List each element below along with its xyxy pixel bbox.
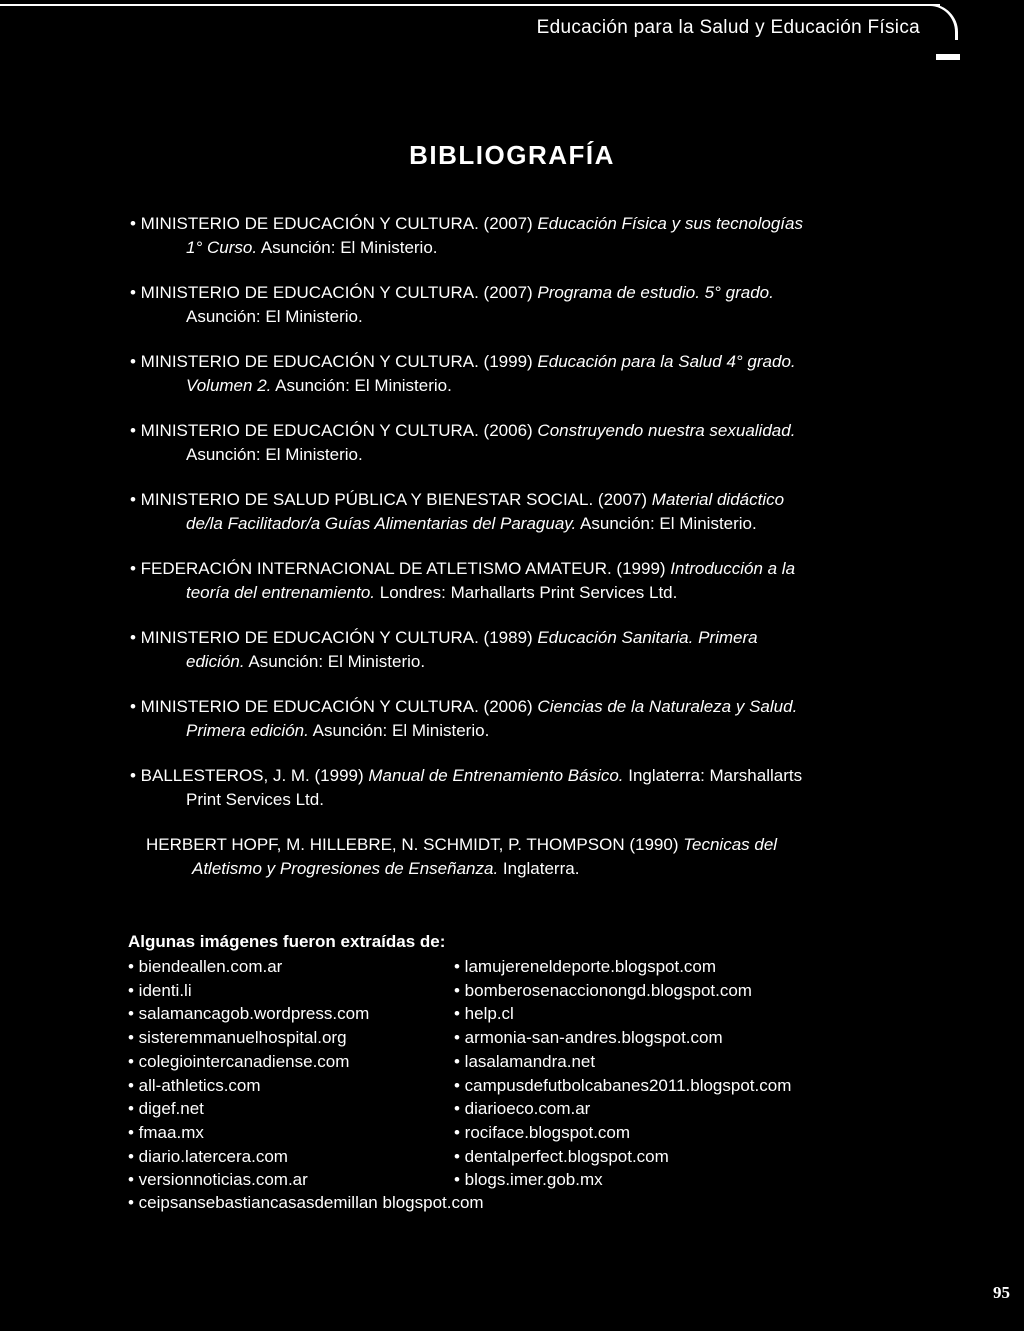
- list-item: • all-athletics.com: [128, 1075, 261, 1095]
- bibliography-entry: • MINISTERIO DE EDUCACIÓN Y CULTURA. (1999) Educación para la Salud 4° grado. Volumen 2. Asunción: El Ministerio.: [130, 352, 796, 395]
- image-sources-right: [454, 955, 934, 1192]
- list-item: • diario.latercera.com: [128, 1146, 288, 1166]
- list-item: • dentalperfect.blogspot.com: [454, 1146, 669, 1166]
- list-item: • armonia-san-andres.blogspot.com: [454, 1028, 723, 1048]
- running-header: Educación para la Salud y Educación Física: [536, 17, 920, 38]
- bibliography-entry: • MINISTERIO DE EDUCACIÓN Y CULTURA. (2006) Ciencias de la Naturaleza y Salud. Primera edición. Asunción: El Ministerio.: [130, 697, 798, 740]
- list-item: • rociface.blogspot.com: [454, 1122, 631, 1142]
- list-item: • campusdefutbolcabanes2011.blogspot.com: [454, 1075, 792, 1095]
- page-number: 95: [993, 1283, 1010, 1302]
- bibliography-entry: • MINISTERIO DE EDUCACIÓN Y CULTURA. (1989) Educación Sanitaria. Primera edición. Asunción: El Ministerio.: [130, 628, 758, 671]
- bibliography-entry: • MINISTERIO DE EDUCACIÓN Y CULTURA. (2007) Programa de estudio. 5° grado. Asunción: El Ministerio.: [130, 283, 774, 326]
- corner-decoration: [928, 4, 958, 40]
- header-rule: [0, 4, 940, 6]
- list-item: • lamujereneldeporte.blogspot.com: [454, 957, 717, 976]
- bibliography-entry: • MINISTERIO DE EDUCACIÓN Y CULTURA. (2006) Construyendo nuestra sexualidad. Asunción: El Ministerio.: [130, 421, 796, 464]
- list-item: • salamancagob.wordpress.com: [128, 1004, 370, 1024]
- list-item: • bomberosenaccionongd.blogspot.com: [454, 980, 752, 1000]
- list-item: • ceipsansebastiancasasdemillan blogspot.com: [128, 1193, 484, 1212]
- list-item: • identi.li: [128, 980, 192, 1000]
- page-title: BIBLIOGRAFÍA: [409, 140, 615, 170]
- bibliography-entry: • FEDERACIÓN INTERNACIONAL DE ATLETISMO AMATEUR. (1999) Introducción a la teoría del entrenamiento. Londres: Marhallarts Print Services Ltd.: [130, 559, 796, 602]
- list-item: • versionnoticias.com.ar: [128, 1170, 308, 1190]
- list-item: • sisteremmanuelhospital.org: [128, 1028, 347, 1048]
- list-item: • diarioeco.com.ar: [454, 1099, 591, 1119]
- corner-bar: [936, 54, 960, 60]
- list-item: • fmaa.mx: [128, 1122, 204, 1142]
- list-item: • lasalamandra.net: [454, 1051, 596, 1071]
- image-sources-title: Algunas imágenes fueron extraídas de:: [128, 932, 446, 951]
- list-item: • biendeallen.com.ar: [128, 957, 283, 976]
- image-sources-left: [128, 955, 448, 1192]
- bibliography-entry: HERBERT HOPF, M. HILLEBRE, N. SCHMIDT, P. THOMPSON (1990) Tecnicas del Atletismo y Progresiones de Enseñanza. Inglaterra.: [146, 835, 778, 878]
- list-item: • colegiointercanadiense.com: [128, 1051, 350, 1071]
- list-item: • digef.net: [128, 1099, 204, 1119]
- bibliography-list: [130, 212, 930, 902]
- bibliography-entry: • MINISTERIO DE EDUCACIÓN Y CULTURA. (2007) Educación Física y sus tecnologías 1° Curso. Asunción: El Ministerio.: [130, 214, 803, 257]
- bibliography-entry: • MINISTERIO DE SALUD PÚBLICA Y BIENESTAR SOCIAL. (2007) Material didáctico de/la Facilitador/a Guías Alimentarias del Paraguay. Asunción: El Ministerio.: [130, 490, 785, 533]
- list-item: • blogs.imer.gob.mx: [454, 1170, 603, 1190]
- bibliography-entry: • BALLESTEROS, J. M. (1999) Manual de Entrenamiento Básico. Inglaterra: Marshallarts Print Services Ltd.: [130, 766, 803, 809]
- list-item: • help.cl: [454, 1004, 514, 1024]
